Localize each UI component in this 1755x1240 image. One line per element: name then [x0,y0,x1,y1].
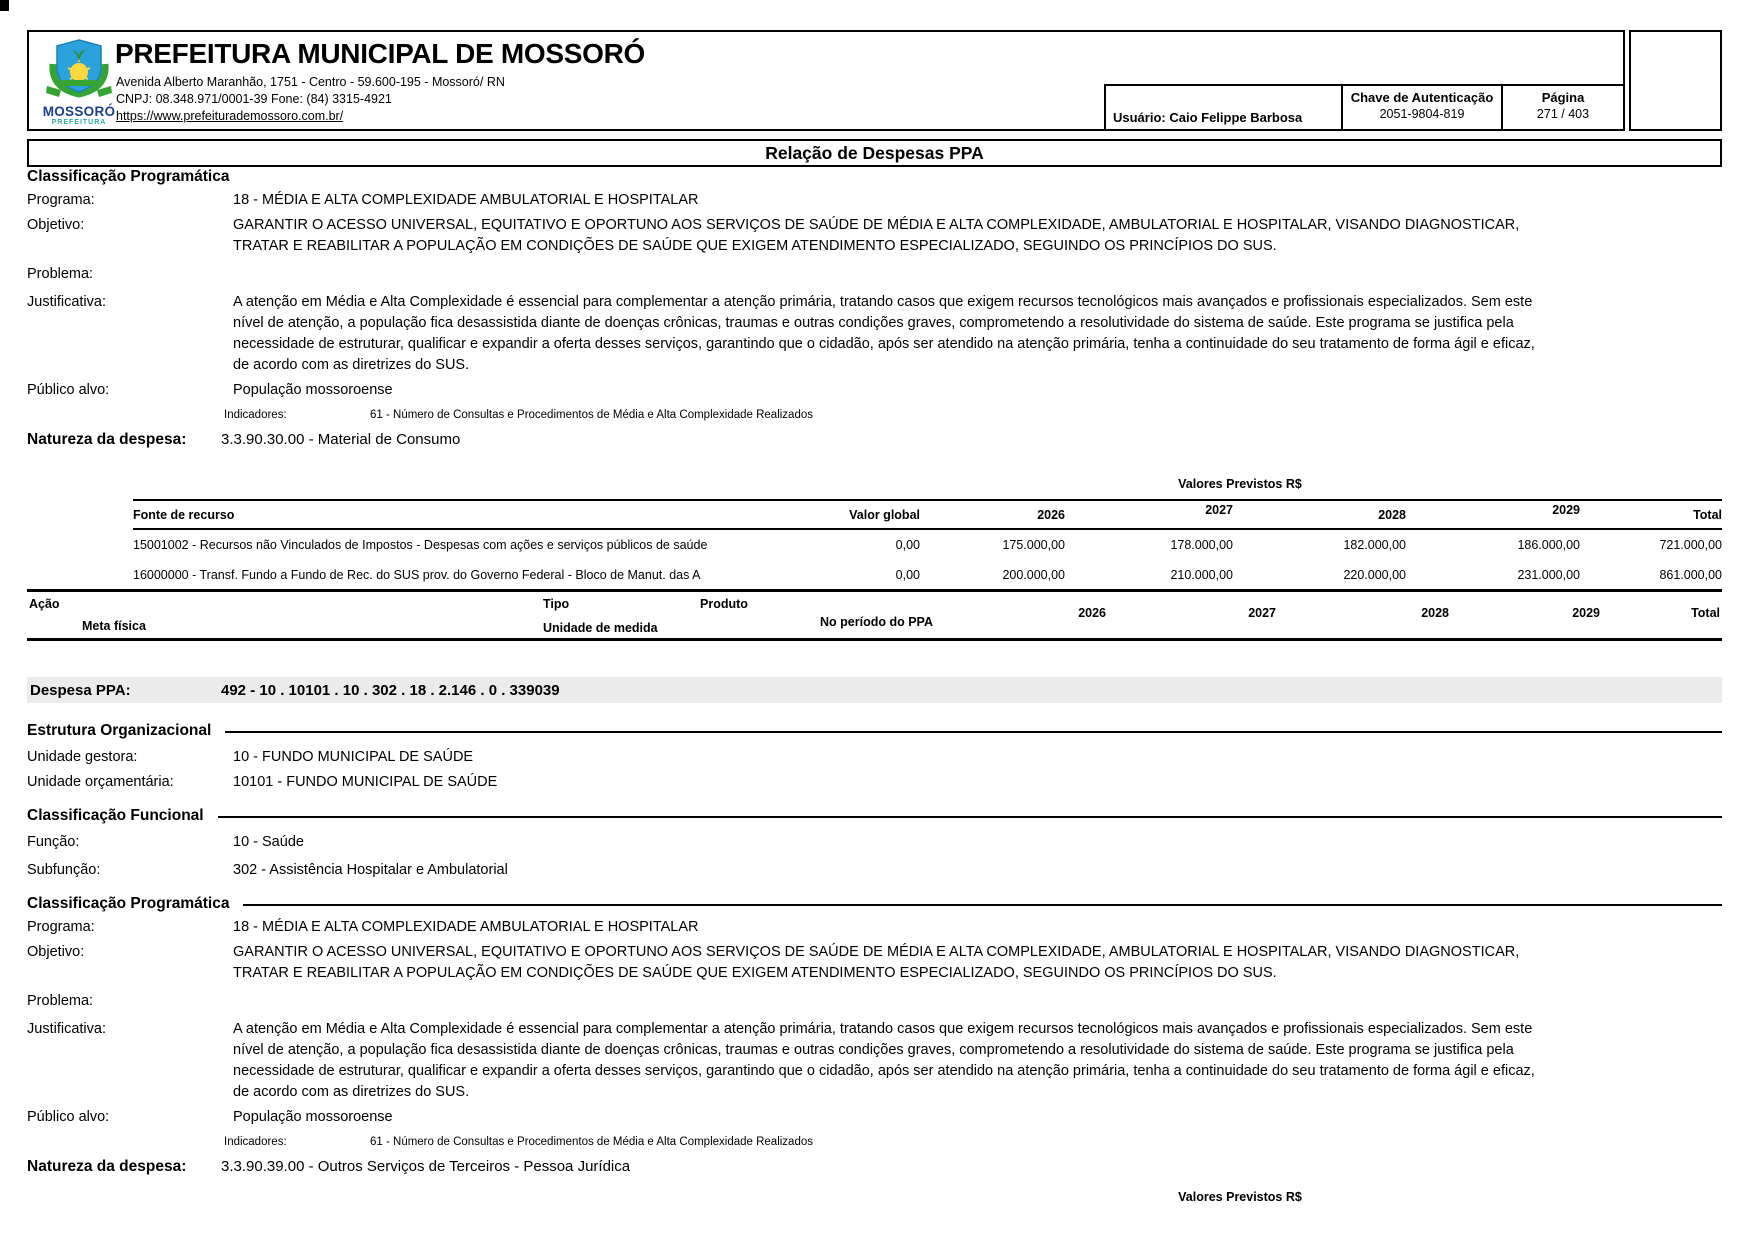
table-row [133,530,1722,560]
indicadores-row [27,408,1722,423]
crest-icon [41,38,117,100]
field-label: Justificativa: [27,294,106,310]
heading-classificacao-funcional [27,807,1722,825]
periodo-ppa-label: No período do PPA [820,615,933,629]
cell-2028: 220.000,00 [1343,568,1406,582]
section-classificacao-programatica-1 [27,168,1722,449]
logo-subtitle: PREFEITURA [51,119,107,126]
field-label: Programa: [27,919,95,935]
auth-key-value: 2051-9804-819 [1379,107,1465,121]
despesa-ppa-label: Despesa PPA: [30,681,131,699]
field-value: 18 - MÉDIA E ALTA COMPLEXIDADE AMBULATORIAL E HOSPITALAR [233,919,699,935]
section-heading: Classificação Programática [27,895,230,912]
field-funcao [27,832,1722,853]
cell-2026: 200.000,00 [1002,568,1065,582]
field-problema [27,264,1722,285]
section-detail [27,722,1722,1176]
field-label: Objetivo: [27,217,85,233]
col-header-total: Total [1693,508,1722,522]
field-label: Problema: [27,266,94,282]
section-heading: Classificação Programática [27,168,230,185]
heading-rule [225,731,1722,733]
acao-col-2027: 2027 [1248,606,1276,620]
field-value: População mossoroense [233,1109,393,1125]
field-label: Subfunção: [27,862,101,878]
cell-2027: 178.000,00 [1170,538,1233,552]
field-value: 10 - FUNDO MUNICIPAL DE SAÚDE [233,749,474,765]
report-title: Relação de Despesas PPA [27,139,1722,167]
field-justificativa [27,292,1722,376]
acao-col-total: Total [1691,606,1720,620]
field-label: Público alvo: [27,1109,110,1125]
field-label: Objetivo: [27,944,85,960]
field-label: Programa: [27,192,95,208]
field-value [233,991,1540,1012]
indicadores-label: Indicadores: [224,1136,287,1148]
section-heading: Classificação Funcional [27,807,204,824]
col-header-2029: 2029 [1552,503,1580,517]
acao-col-2026: 2026 [1078,606,1106,620]
field-value: A atenção em Média e Alta Complexidade é essencial para complementar a atenção primária, tratando casos que exigem recursos tecnológicos mais avançados e profissionais especializados. Sem este nível de atenção, a população fica desassistida diante de doenças crônicas, traumas e outras condições graves, comprometendo a resolutividade do sistema de saúde. Este programa se justifica pela necessidade de estruturar, qualificar e expandir a oferta desses serviços, garantindo que o cidadão, após ser atendido na atenção primária, tenha a continuidade do seu tratamento de forma ágil e eficaz, de acordo com as diretrizes do SUS. [233,1021,1535,1100]
field-unidade-orcamentaria [27,772,1722,793]
field-value: 18 - MÉDIA E ALTA COMPLEXIDADE AMBULATORIAL E HOSPITALAR [233,192,699,208]
indicadores-value: 61 - Número de Consultas e Procedimentos de Média e Alta Complexidade Realizados [370,409,813,421]
header [27,30,1625,131]
despesa-ppa-code: 492 - 10 . 10101 . 10 . 302 . 18 . 2.146 . 0 . 339039 [221,681,560,699]
field-label: Unidade orçamentária: [27,774,174,790]
cell-fonte: 15001002 - Recursos não Vinculados de Impostos - Despesas com ações e serviços públicos de saúde [133,538,708,552]
page-number-value: 271 / 403 [1536,107,1590,121]
field-programa [27,917,1722,938]
field-value: GARANTIR O ACESSO UNIVERSAL, EQUITATIVO E OPORTUNO AOS SERVIÇOS DE SAÚDE DE MÉDIA E ALTA COMPLEXIDADE, AMBULATORIAL E HOSPITALAR, VISANDO DIAGNOSTICAR, TRATAR E REABILITAR A POPULAÇÃO EM CONDIÇÕES DE SAÚDE QUE EXIGEM ATENDIMENTO ESPECIALIZADO, SEGUINDO OS PRINCÍPIOS DO SUS. [233,217,1520,254]
col-header-2026: 2026 [1037,508,1065,522]
header-meta-cells [1104,84,1623,129]
scan-corner-mark [0,0,9,11]
natureza-label: Natureza da despesa: [27,431,187,448]
indicadores-value: 61 - Número de Consultas e Procedimentos de Média e Alta Complexidade Realizados [370,1136,813,1148]
cell-total: 861.000,00 [1659,568,1722,582]
org-website-link[interactable]: https://www.prefeiturademossoro.com.br/ [116,109,344,123]
cell-fonte: 16000000 - Transf. Fundo a Fundo de Rec. do SUS prov. do Governo Federal - Bloco de Manut. das A [133,568,701,582]
natureza-despesa-row [27,1158,1722,1176]
field-label: Público alvo: [27,382,110,398]
heading-classificacao-programatica [27,895,1722,913]
org-cnpj-phone: CNPJ: 08.348.971/0001-39 Fone: (84) 3315-4921 [116,92,392,106]
page-number-label: Página [1541,90,1585,105]
table-header-row [133,499,1722,530]
auth-key-cell [1341,84,1501,129]
acao-header-band [27,589,1722,641]
valores-previstos-title: Valores Previstos R$ [1178,1190,1302,1204]
natureza-despesa-row [27,431,1722,449]
natureza-label: Natureza da despesa: [27,1158,187,1175]
field-label: Unidade gestora: [27,749,138,765]
col-header-2027: 2027 [1205,503,1233,517]
field-value: GARANTIR O ACESSO UNIVERSAL, EQUITATIVO E OPORTUNO AOS SERVIÇOS DE SAÚDE DE MÉDIA E ALTA COMPLEXIDADE, AMBULATORIAL E HOSPITALAR, VISANDO DIAGNOSTICAR, TRATAR E REABILITAR A POPULAÇÃO EM CONDIÇÕES DE SAÚDE QUE EXIGEM ATENDIMENTO ESPECIALIZADO, SEGUINDO OS PRINCÍPIOS DO SUS. [233,944,1520,981]
field-justificativa [27,1019,1722,1103]
col-header-valor-global: Valor global [849,508,920,522]
col-header-fonte: Fonte de recurso [133,508,235,522]
table-row [133,560,1722,590]
heading-rule [218,816,1722,818]
organization-name: PREFEITURA MUNICIPAL DE MOSSORÓ [115,38,645,69]
field-objetivo [27,215,1722,257]
cell-2028: 182.000,00 [1343,538,1406,552]
natureza-value: 3.3.90.30.00 - Material de Consumo [221,431,461,448]
org-address: Avenida Alberto Maranhão, 1751 - Centro - 59.600-195 - Mossoró/ RN [116,75,505,89]
field-publico-alvo [27,380,1722,401]
cell-total: 721.000,00 [1659,538,1722,552]
field-label: Problema: [27,993,94,1009]
cell-2027: 210.000,00 [1170,568,1233,582]
natureza-value: 3.3.90.39.00 - Outros Serviços de Terceiros - Pessoa Jurídica [221,1158,631,1175]
cell-valor-global: 0,00 [895,568,920,582]
tipo-label: Tipo [543,597,570,611]
user-cell: Usuário: Caio Felippe Barbosa [1104,84,1341,129]
acao-label: Ação [29,597,60,611]
field-value [233,264,1540,285]
field-subfuncao [27,860,1722,881]
field-label: Função: [27,834,80,850]
cell-2029: 186.000,00 [1517,538,1580,552]
field-programa [27,190,1722,211]
field-unidade-gestora [27,747,1722,768]
city-crest-logo [41,38,117,124]
page-number-cell [1501,84,1623,129]
field-objetivo [27,942,1722,984]
field-value: 302 - Assistência Hospitalar e Ambulatorial [233,862,508,878]
section-heading: Estrutura Organizacional [27,722,212,739]
valores-previstos-title: Valores Previstos R$ [1178,477,1302,491]
produto-label: Produto [700,597,748,611]
col-header-2028: 2028 [1378,508,1406,522]
meta-fisica-label: Meta física [82,619,146,633]
auth-key-label: Chave de Autenticação [1350,90,1494,105]
field-problema [27,991,1722,1012]
indicadores-row [27,1135,1722,1150]
heading-rule [243,904,1722,906]
field-publico-alvo [27,1107,1722,1128]
fonte-recurso-table [133,499,1722,590]
heading-estrutura-organizacional [27,722,1722,740]
field-label: Justificativa: [27,1021,106,1037]
field-value: 10101 - FUNDO MUNICIPAL DE SAÚDE [233,774,498,790]
field-value: População mossoroense [233,382,393,398]
acao-col-2029: 2029 [1572,606,1600,620]
cell-valor-global: 0,00 [895,538,920,552]
header-side-empty-box [1629,30,1722,131]
acao-col-2028: 2028 [1421,606,1449,620]
unidade-medida-label: Unidade de medida [543,621,658,635]
cell-2026: 175.000,00 [1002,538,1065,552]
indicadores-label: Indicadores: [224,409,287,421]
field-value: 10 - Saúde [233,834,304,850]
field-value: A atenção em Média e Alta Complexidade é essencial para complementar a atenção primária, tratando casos que exigem recursos tecnológicos mais avançados e profissionais especializados. Sem este nível de atenção, a população fica desassistida diante de doenças crônicas, traumas e outras condições graves, comprometendo a resolutividade do sistema de saúde. Este programa se justifica pela necessidade de estruturar, qualificar e expandir a oferta desses serviços, garantindo que o cidadão, após ser atendido na atenção primária, tenha a continuidade do seu tratamento de forma ágil e eficaz, de acordo com as diretrizes do SUS. [233,294,1535,373]
cell-2029: 231.000,00 [1517,568,1580,582]
despesa-ppa-bar [27,677,1722,703]
logo-city-name: MOSSORÓ [42,104,116,119]
